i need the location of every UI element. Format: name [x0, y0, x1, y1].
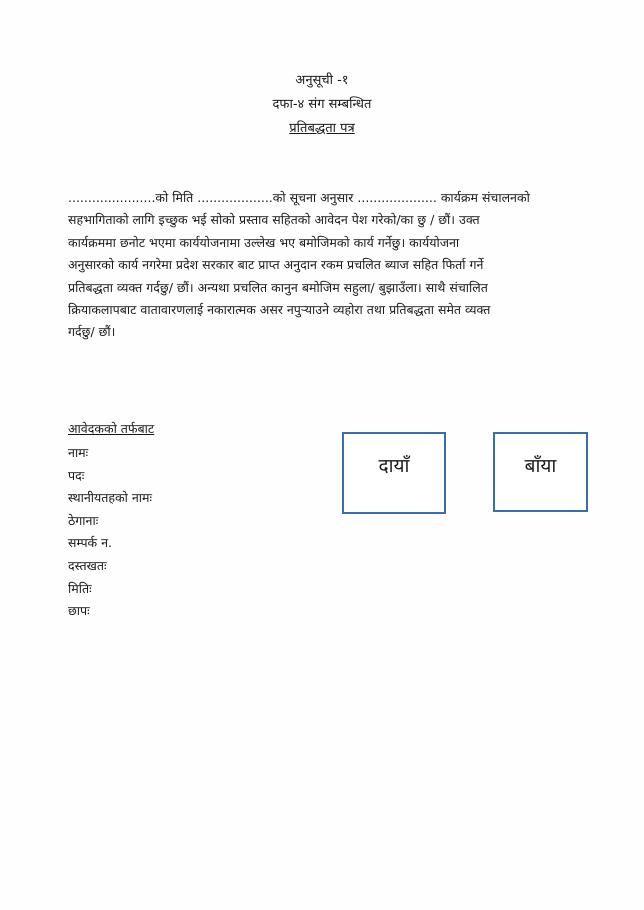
- field-date: मितिः: [68, 580, 92, 596]
- applicant-heading: आवेदकको तर्फबाट: [68, 421, 155, 436]
- paragraph-line: सहभागिताको लागि इच्छुक भई सोको प्रस्ताव सहितको आवेदन पेश गरेको/का छु / छौं। उक्त: [68, 212, 480, 228]
- paragraph-line: अनुसारको कार्य नगरेमा प्रदेश सरकार बाट प्राप्त अनुदान रकम प्रचलित ब्याज सहित फिर्ता गर्ने: [68, 257, 484, 273]
- left-thumbprint-label: बाँया: [524, 455, 557, 477]
- paragraph-line: कार्यक्रममा छनोट भएमा कार्ययोजनामा उल्लेख भए बमोजिमको कार्य गर्नेछु। कार्ययोजना: [68, 234, 460, 250]
- paragraph-line: प्रतिबद्धता व्यक्त गर्दछु/ छौं। अन्यथा प्रचलित कानुन बमोजिम सहुला/ बुझाउँला। साथै संचालित: [68, 279, 488, 295]
- schedule-number: अनुसूची -१: [295, 73, 349, 88]
- applicant-section: [68, 418, 154, 623]
- right-thumbprint-box: [342, 432, 446, 514]
- paragraph-line: गर्दछु/ छौं।: [68, 324, 116, 340]
- paragraph-line: ......................को मिति ...................को सूचना अनुसार .................... कार्यक्रम संचालनको: [68, 190, 530, 205]
- paragraph-line: क्रियाकलापबाट वातावारणलाई नकारात्मक असर नपुऱ्याउने व्यहोरा तथा प्रतिबद्धता समेत व्यक्त: [68, 302, 491, 318]
- field-name: नामः: [68, 445, 89, 460]
- field-contact: सम्पर्क न.: [68, 535, 113, 551]
- right-thumbprint-label: दायाँ: [378, 455, 410, 477]
- document-title: प्रतिबद्धता पत्र: [289, 121, 355, 136]
- field-position: पदः: [68, 467, 85, 483]
- field-signature: दस्तखतः: [68, 557, 107, 573]
- field-stamp: छापः: [68, 603, 90, 619]
- section-reference: दफा-४ संग सम्बन्धित: [272, 97, 372, 112]
- commitment-paragraph: [68, 187, 578, 344]
- field-address: ठेगानाः: [68, 512, 99, 528]
- field-local-level: स्थानीयतहको नामः: [68, 490, 153, 506]
- left-thumbprint-box: [493, 432, 588, 512]
